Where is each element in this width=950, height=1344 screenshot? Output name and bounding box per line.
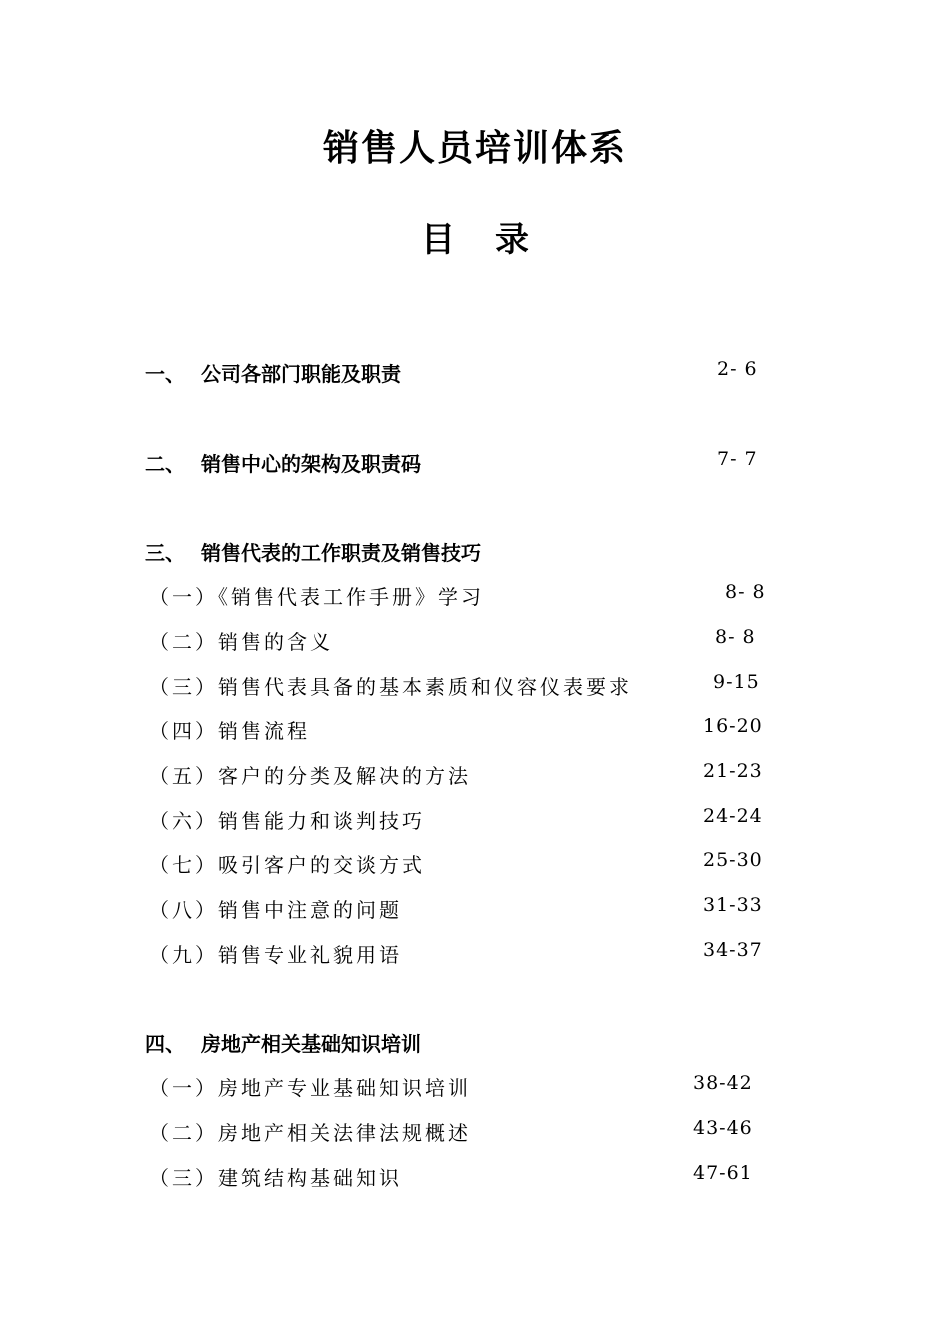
toc-section-3[interactable] [145,537,845,567]
toc-heading [0,212,950,261]
toc-item[interactable] [145,581,845,611]
toc-item[interactable] [145,805,845,835]
toc-item-title: （七）吸引客户的交谈方式 [149,853,425,877]
toc-item-title: （一）《销售代表工作手册》学习 [149,585,484,609]
toc-item-title: （二）房地产相关法律法规概述 [149,1121,471,1145]
toc-item-title: （八）销售中注意的问题 [149,898,402,922]
toc-item-pages: 8- 8 [725,581,766,603]
toc-item-pages: 25-30 [703,849,763,871]
toc-item-pages: 21-23 [703,760,763,782]
toc-item-title: （五）客户的分类及解决的方法 [149,764,471,788]
section-number: 一、 [145,362,185,386]
section-title: 销售中心的架构及职责码 [201,452,421,476]
section-pages: 2- 6 [717,358,758,380]
toc-item-title: （九）销售专业礼貌用语 [149,943,402,967]
toc-item[interactable] [145,1072,845,1102]
toc-item[interactable] [145,760,845,790]
toc-item[interactable] [145,626,845,656]
toc-section-1[interactable] [145,358,845,388]
section-title: 公司各部门职能及职责 [201,362,401,386]
toc-item-title: （三）建筑结构基础知识 [149,1166,402,1190]
toc-item-title: （二）销售的含义 [149,630,333,654]
toc-item-pages: 31-33 [703,894,763,916]
toc-item-pages: 16-20 [703,715,763,737]
toc-item[interactable] [145,1162,845,1192]
toc-item-pages: 8- 8 [715,626,756,648]
toc-heading-left: 目 [421,220,455,260]
toc-item-title: （一）房地产专业基础知识培训 [149,1076,471,1100]
section-number: 三、 [145,541,185,565]
toc-section-2[interactable] [145,448,845,478]
toc-item-title: （四）销售流程 [149,719,310,743]
toc-item[interactable] [145,1117,845,1147]
toc-item-pages: 38-42 [693,1072,753,1094]
toc-item[interactable] [145,715,845,745]
document-title: 销售人员培训体系 [322,128,627,169]
toc-item-pages: 34-37 [703,939,763,961]
toc-heading-right: 录 [495,220,529,260]
section-title: 销售代表的工作职责及销售技巧 [201,541,481,565]
toc-item[interactable] [145,849,845,879]
section-number: 二、 [145,452,185,476]
toc-item-pages: 9-15 [713,671,760,693]
toc-item-title: （六）销售能力和谈判技巧 [149,809,425,833]
toc-item-pages: 43-46 [693,1117,753,1139]
toc-item-pages: 24-24 [703,805,763,827]
section-pages: 7- 7 [717,448,758,470]
toc-item-pages: 47-61 [693,1162,753,1184]
toc-section-4[interactable] [145,1028,845,1058]
toc-item[interactable] [145,894,845,924]
toc-item[interactable] [145,939,845,969]
toc-item-title: （三）销售代表具备的基本素质和仪容仪表要求 [149,675,632,699]
section-number: 四、 [145,1032,185,1056]
section-title: 房地产相关基础知识培训 [201,1032,421,1056]
toc-item[interactable] [145,671,845,701]
